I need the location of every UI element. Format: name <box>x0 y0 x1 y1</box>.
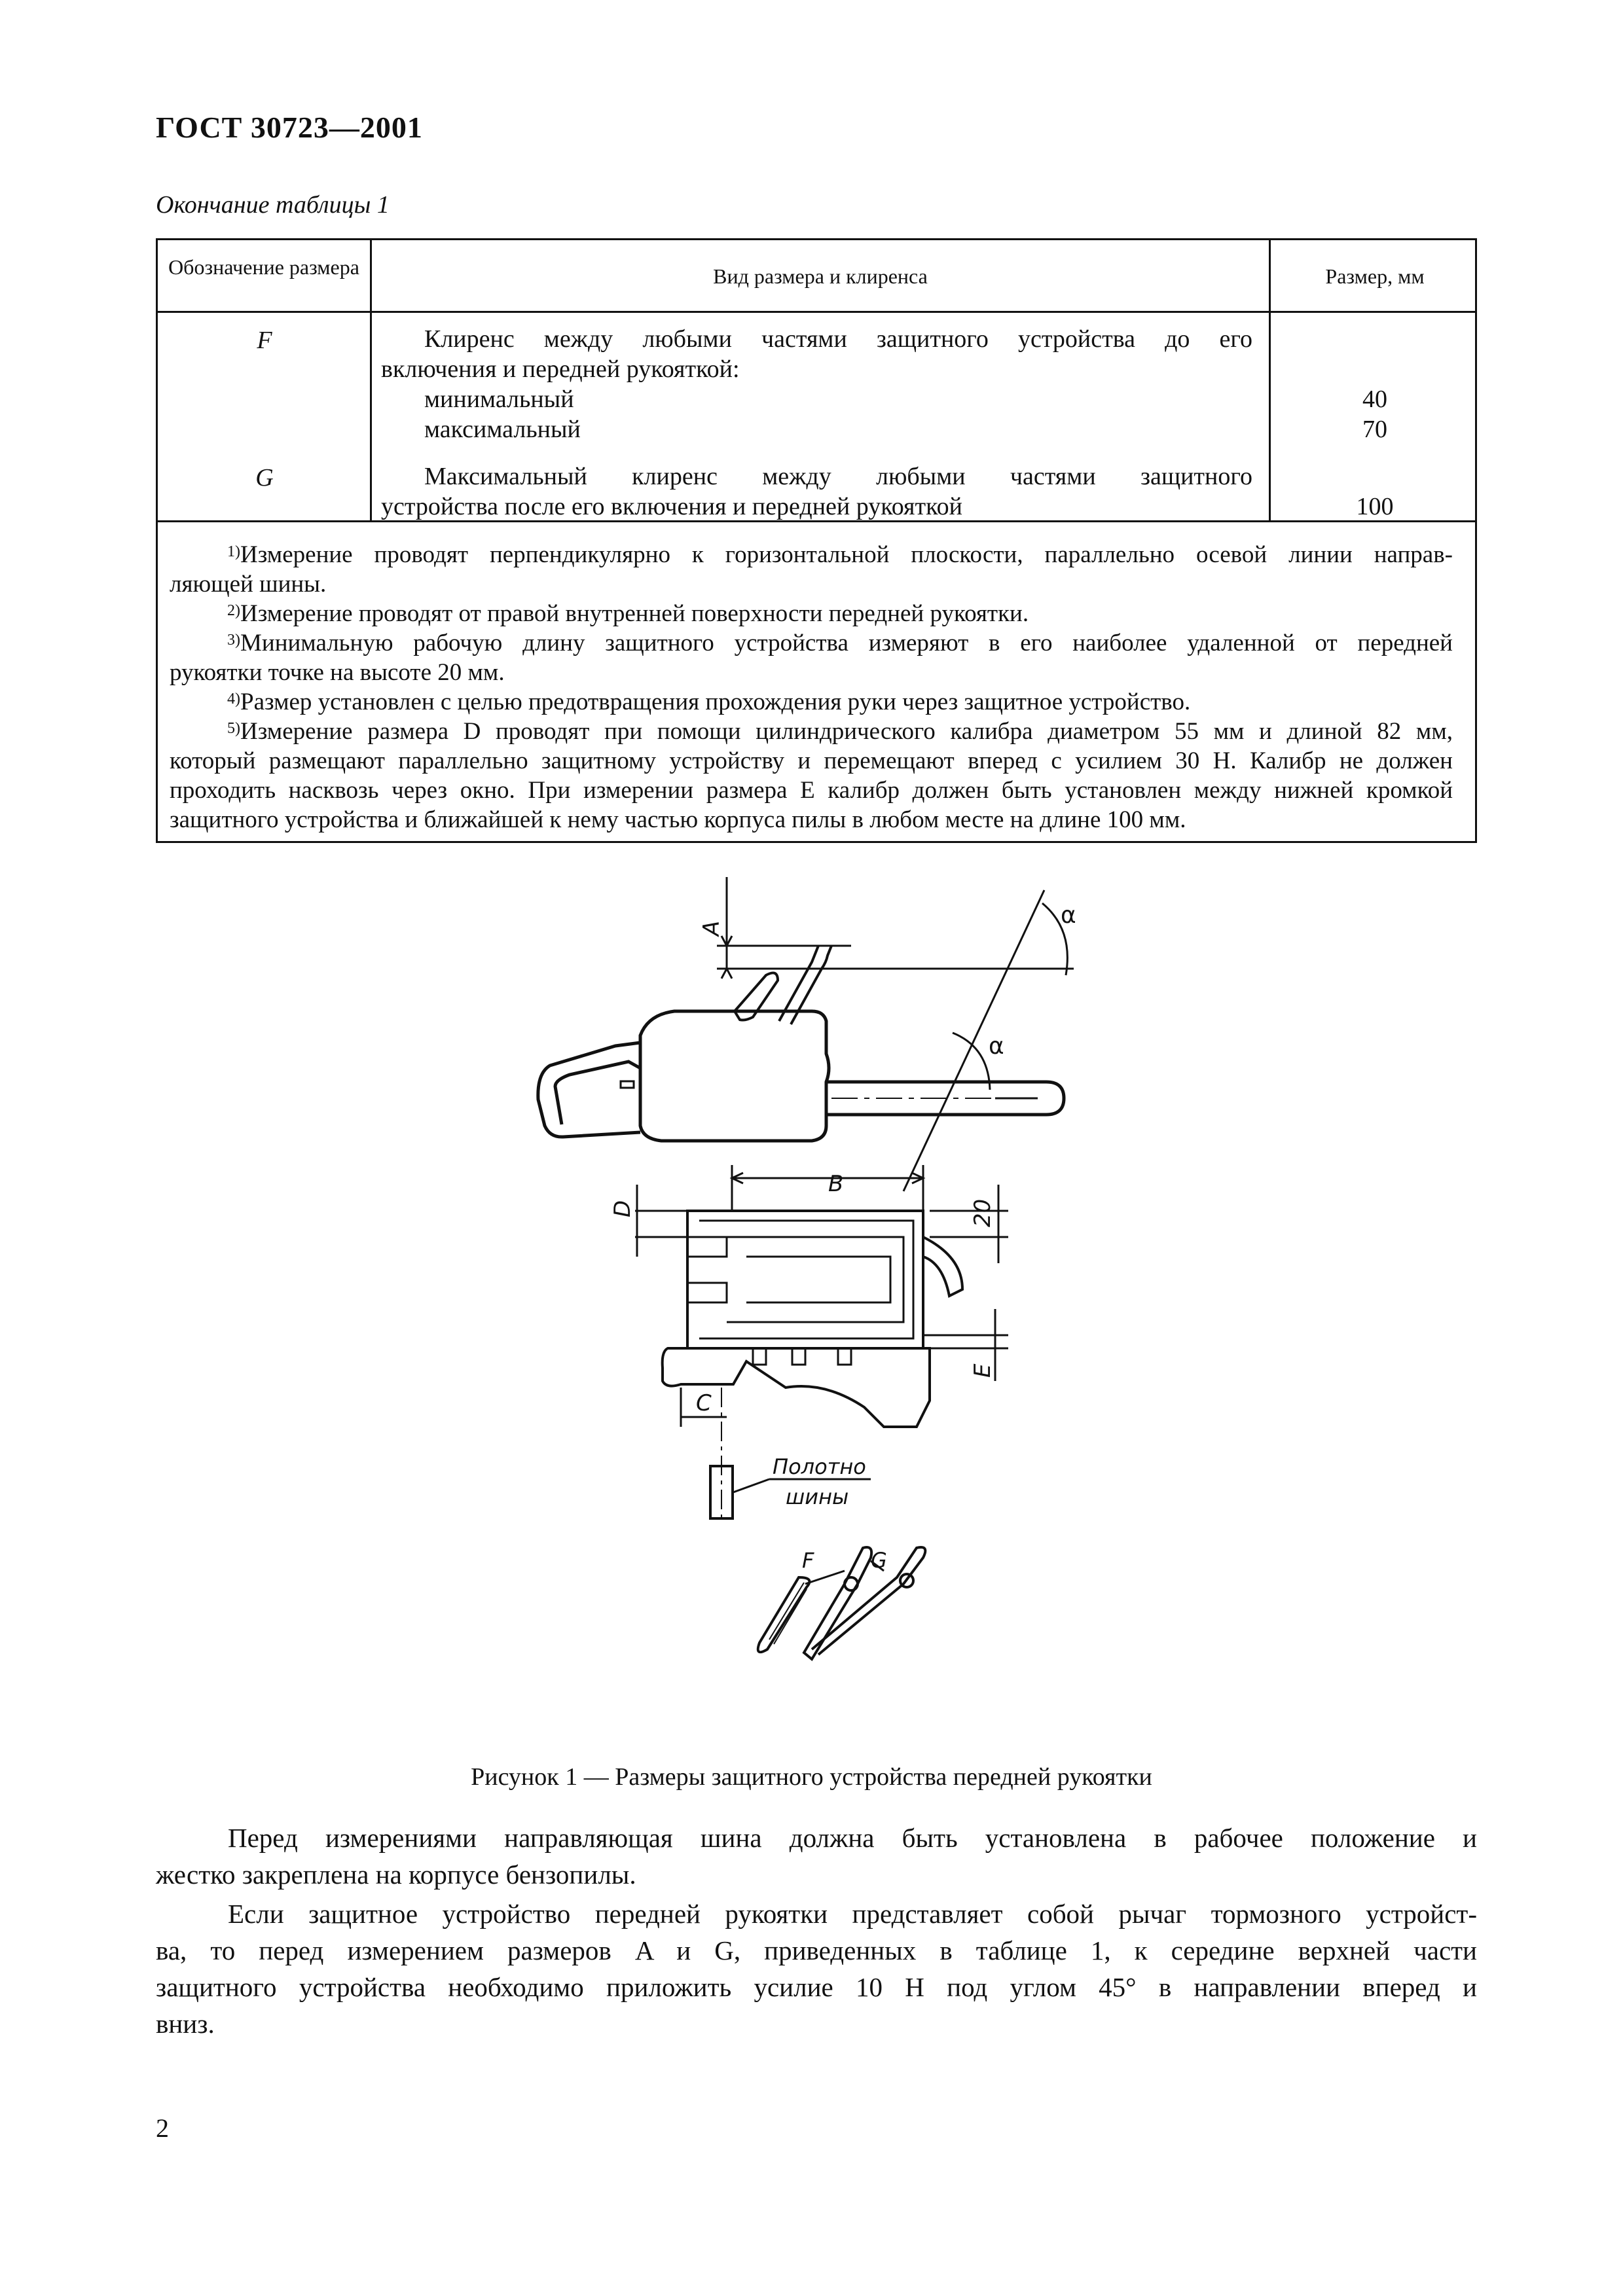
table-note-3: $^{3)}$Минимальную рабочую длину защитного устройства измеряют в его наиболее удаленной от передней рукоятки точке на высоте 20 мм. <box>170 630 1453 686</box>
label-a: A <box>699 920 725 936</box>
label-blade-line1: Полотно <box>773 1454 866 1479</box>
row-f-line-2: включения и передней рукояткой: <box>381 355 740 383</box>
chainsaw-guard-drawing <box>0 864 1623 1761</box>
label-e: E <box>970 1363 996 1378</box>
lever-detail-view <box>758 1547 926 1659</box>
figure-caption: Рисунок 1 — Размеры защитного устройства передней рукоятки <box>471 1763 1152 1791</box>
label-f: F <box>802 1548 814 1573</box>
label-alpha-mid: α <box>989 1033 1004 1060</box>
table-note-1: $^{1)}$Измерение проводят перпендикулярно к горизонтальной плоскости, параллельно осевой линии направ- ляющей шины. <box>170 541 1453 598</box>
document-header: ГОСТ 30723—2001 <box>156 111 423 144</box>
label-b: B <box>828 1171 844 1197</box>
row-f-value-min: 40 <box>1362 386 1387 413</box>
label-twenty: 20 <box>970 1198 996 1227</box>
row-f-line-max: максимальный <box>424 416 581 443</box>
row-symbol-g: G <box>255 464 274 492</box>
page-number: 2 <box>156 2113 169 2143</box>
table-note-5: $^{5)}$Измерение размера D проводят при помощи цилиндрического калибра диаметром 55 мм и длиной 82 мм, который размещают параллельно защитному устройству и перемещают вперед с усилием 30 Н. Калибр не должен проходить насквозь через окно. При измерении размера E калибр должен быть установлен между нижней кромкой защитного устройства и ближайшей к нему частью корпуса пилы в любом месте на длине 100 мм. <box>170 718 1453 833</box>
table-note-2: $^{2)}$Измерение проводят от правой внутренней поверхности передней рукоятки. <box>227 600 1029 627</box>
paragraph-2: Если защитное устройство передней рукоятки представляет собой рычаг тормозного устройст- ва, то перед измерением размеров A и G, приведенных в таблице 1, к середине верхней части защитного устройства необходимо приложить усилие 10 Н под углом 45° в направлении вперед и вниз. <box>156 1899 1477 2039</box>
label-blade-line2: шины <box>786 1484 849 1509</box>
row-f-value-max: 70 <box>1362 416 1387 443</box>
label-d: D <box>610 1200 636 1217</box>
paragraph-1: Перед измерениями направляющая шина должна быть установлена в рабочее положение и жестко закреплена на корпусе бензопилы. <box>156 1823 1477 1890</box>
row-g-value: 100 <box>1356 493 1394 520</box>
column-header-size: Размер, мм <box>1325 264 1425 288</box>
label-c: C <box>696 1390 712 1416</box>
column-header-kind: Вид размера и клиренса <box>713 264 928 288</box>
label-g: G <box>871 1548 887 1573</box>
dimensions-table <box>156 238 1477 843</box>
row-symbol-f: F <box>257 327 272 354</box>
row-f-line-1: Клиренс между любыми частями защитного устройства до его <box>424 325 1252 353</box>
table-continuation-caption: Окончание таблицы 1 <box>156 191 390 219</box>
table-note-4: $^{4)}$Размер установлен с целью предотвращения прохождения руки через защитное устройство. <box>227 689 1191 715</box>
column-header-symbol: Обозначение размера <box>168 255 359 279</box>
row-g-line-1: Максимальный клиренс между любыми частями защитного <box>424 463 1252 490</box>
row-f-line-min: минимальный <box>424 386 574 413</box>
label-alpha-top: α <box>1061 902 1076 929</box>
table-header-rule <box>158 311 1475 313</box>
row-g-line-2: устройства после его включения и передней рукояткой <box>381 493 963 520</box>
